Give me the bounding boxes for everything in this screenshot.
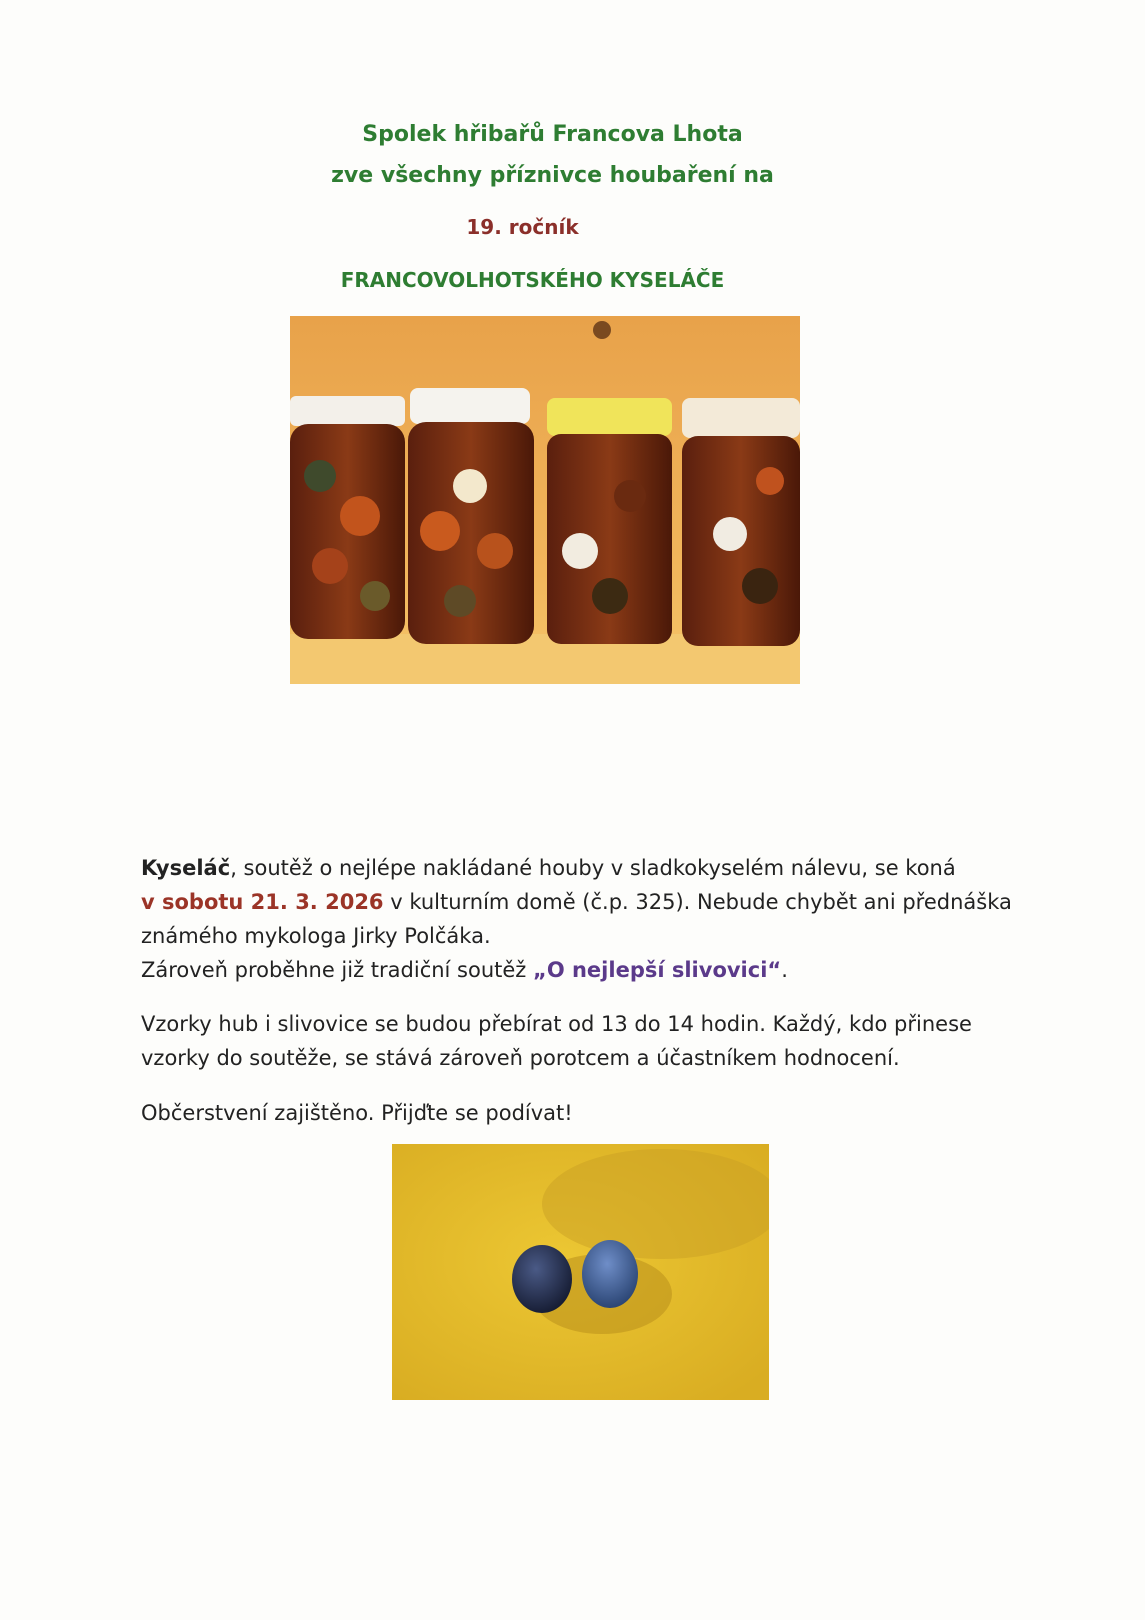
event-description — [141, 851, 1041, 987]
samples-info — [141, 1007, 1041, 1075]
plums-photo — [392, 1144, 769, 1400]
description-line-2 — [141, 885, 1041, 919]
description-text-a: , soutěž o nejlépe nakládané houby v sladkokyselém nálevu, se koná — [230, 856, 956, 880]
description-text-b: v kulturním domě (č.p. 325). Nebude chybět ani přednáška — [383, 890, 1012, 914]
description-line-4 — [141, 953, 1041, 987]
refreshments-note: Občerstvení zajištěno. Přijďte se podívat! — [141, 1101, 573, 1125]
description-line-3: známého mykologa Jirky Polčáka. — [141, 924, 491, 948]
description-text-e: . — [781, 958, 788, 982]
event-date: v sobotu 21. 3. 2026 — [141, 890, 384, 914]
description-text-d: Zároveň proběhne již tradiční soutěž — [141, 958, 534, 982]
event-title: FRANCOVOLHOTSKÉHO KYSELÁČE — [340, 268, 725, 292]
kyselac-keyword: Kyseláč — [141, 856, 231, 880]
description-line-1 — [141, 851, 1041, 885]
pickled-mushroom-jars-photo — [290, 316, 800, 684]
samples-line-2: vzorky do soutěže, se stává zároveň porotcem a účastníkem hodnocení. — [141, 1046, 900, 1070]
organizer-heading: Spolek hřibařů Francova Lhota — [362, 122, 743, 147]
invitation-heading: zve všechny příznivce houbaření na — [331, 163, 774, 188]
slivovice-contest-name: „O nejlepší slivovici“ — [533, 958, 782, 982]
samples-line-1: Vzorky hub i slivovice se budou přebírat od 13 do 14 hodin. Každý, kdo přinese — [141, 1012, 972, 1036]
edition-label: 19. ročník — [466, 215, 579, 239]
